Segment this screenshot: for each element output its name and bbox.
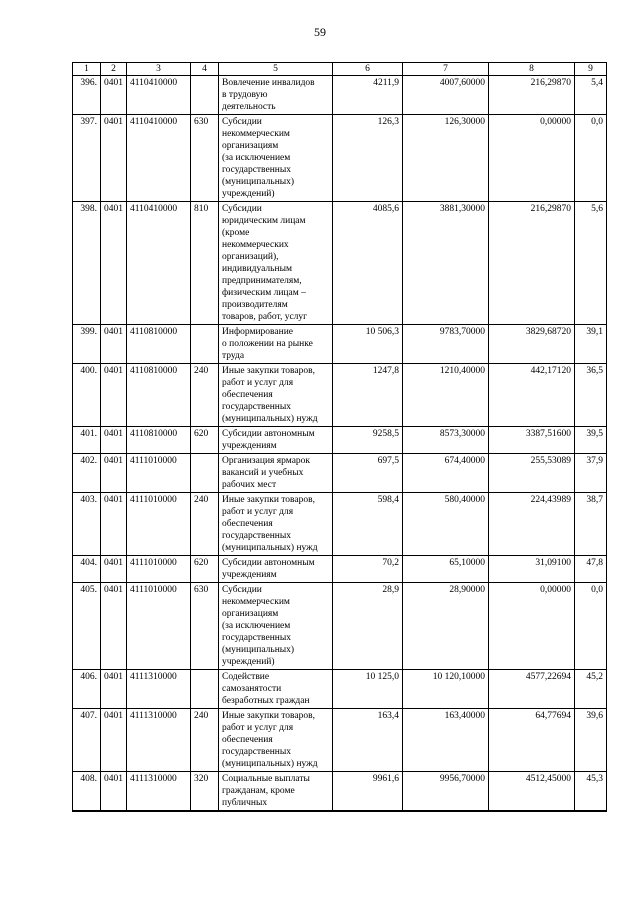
actual-value-cell: 216,29870 <box>489 202 575 325</box>
col-header: 1 <box>73 63 101 76</box>
table-row <box>73 454 607 493</box>
percent-cell: 0,0 <box>575 583 607 670</box>
table-row <box>73 583 607 670</box>
row-number-cell: 401. <box>73 427 101 454</box>
row-number-cell: 400. <box>73 364 101 427</box>
actual-value-cell: 3387,51600 <box>489 427 575 454</box>
section-code-cell: 0401 <box>101 364 127 427</box>
table-row <box>73 364 607 427</box>
name-cell: Субсидии некоммерческим организациям (за исключением государственных (муниципальных) учреждений) <box>219 115 333 202</box>
target-article-cell: 4110410000 <box>127 202 191 325</box>
target-article-cell: 4110810000 <box>127 427 191 454</box>
col-header: 6 <box>333 63 403 76</box>
col-header: 5 <box>219 63 333 76</box>
plan-value-cell: 10 506,3 <box>333 325 403 364</box>
plan-value-cell: 9258,5 <box>333 427 403 454</box>
spec-value-cell: 163,40000 <box>403 709 489 772</box>
table-row <box>73 325 607 364</box>
row-number-cell: 408. <box>73 772 101 812</box>
actual-value-cell: 255,53089 <box>489 454 575 493</box>
table-row <box>73 115 607 202</box>
target-article-cell: 4110410000 <box>127 115 191 202</box>
row-number-cell: 403. <box>73 493 101 556</box>
section-code-cell: 0401 <box>101 76 127 115</box>
plan-value-cell: 163,4 <box>333 709 403 772</box>
name-cell: Иные закупки товаров, работ и услуг для обеспечения государственных (муниципальных) нужд <box>219 493 333 556</box>
section-code-cell: 0401 <box>101 115 127 202</box>
row-number-cell: 405. <box>73 583 101 670</box>
target-article-cell: 4110810000 <box>127 325 191 364</box>
section-code-cell: 0401 <box>101 556 127 583</box>
table-row <box>73 772 607 812</box>
plan-value-cell: 10 125,0 <box>333 670 403 709</box>
section-code-cell: 0401 <box>101 670 127 709</box>
target-article-cell: 4111010000 <box>127 583 191 670</box>
spec-value-cell: 28,90000 <box>403 583 489 670</box>
spec-value-cell: 674,40000 <box>403 454 489 493</box>
plan-value-cell: 4085,6 <box>333 202 403 325</box>
percent-cell: 0,0 <box>575 115 607 202</box>
name-cell: Субсидии автономным учреждениям <box>219 556 333 583</box>
section-code-cell: 0401 <box>101 709 127 772</box>
percent-cell: 5,6 <box>575 202 607 325</box>
col-header: 7 <box>403 63 489 76</box>
table-row <box>73 493 607 556</box>
plan-value-cell: 126,3 <box>333 115 403 202</box>
expense-type-cell: 240 <box>191 709 219 772</box>
target-article-cell: 4111010000 <box>127 454 191 493</box>
plan-value-cell: 4211,9 <box>333 76 403 115</box>
name-cell: Информирование о положении на рынке труда <box>219 325 333 364</box>
table-row <box>73 670 607 709</box>
percent-cell: 45,3 <box>575 772 607 812</box>
page-number: 59 <box>314 25 326 39</box>
table-body <box>73 76 607 812</box>
spec-value-cell: 580,40000 <box>403 493 489 556</box>
table-row <box>73 709 607 772</box>
actual-value-cell: 224,43989 <box>489 493 575 556</box>
percent-cell: 5,4 <box>575 76 607 115</box>
spec-value-cell: 1210,40000 <box>403 364 489 427</box>
name-cell: Субсидии автономным учреждениям <box>219 427 333 454</box>
section-code-cell: 0401 <box>101 427 127 454</box>
actual-value-cell: 4577,22694 <box>489 670 575 709</box>
spec-value-cell: 9956,70000 <box>403 772 489 812</box>
section-code-cell: 0401 <box>101 202 127 325</box>
col-header: 9 <box>575 63 607 76</box>
expense-type-cell <box>191 325 219 364</box>
percent-cell: 39,5 <box>575 427 607 454</box>
target-article-cell: 4111310000 <box>127 670 191 709</box>
col-header: 8 <box>489 63 575 76</box>
section-code-cell: 0401 <box>101 493 127 556</box>
row-number-cell: 402. <box>73 454 101 493</box>
row-number-cell: 404. <box>73 556 101 583</box>
section-code-cell: 0401 <box>101 454 127 493</box>
row-number-cell: 406. <box>73 670 101 709</box>
expense-type-cell: 240 <box>191 493 219 556</box>
col-header: 4 <box>191 63 219 76</box>
plan-value-cell: 697,5 <box>333 454 403 493</box>
actual-value-cell: 0,00000 <box>489 583 575 670</box>
section-code-cell: 0401 <box>101 583 127 670</box>
plan-value-cell: 70,2 <box>333 556 403 583</box>
actual-value-cell: 0,00000 <box>489 115 575 202</box>
actual-value-cell: 442,17120 <box>489 364 575 427</box>
plan-value-cell: 9961,6 <box>333 772 403 812</box>
table-header-row <box>73 63 607 76</box>
expense-type-cell: 240 <box>191 364 219 427</box>
name-cell: Субсидии юридическим лицам (кроме некоммерческих организаций), индивидуальным предпринимателям, физическим лицам – производителям товаров, работ, услуг <box>219 202 333 325</box>
spec-value-cell: 8573,30000 <box>403 427 489 454</box>
target-article-cell: 4110810000 <box>127 364 191 427</box>
target-article-cell: 4111310000 <box>127 772 191 812</box>
expense-type-cell <box>191 454 219 493</box>
name-cell: Вовлечение инвалидов в трудовую деятельность <box>219 76 333 115</box>
col-header: 2 <box>101 63 127 76</box>
expense-type-cell: 620 <box>191 427 219 454</box>
name-cell: Иные закупки товаров, работ и услуг для обеспечения государственных (муниципальных) нужд <box>219 364 333 427</box>
row-number-cell: 399. <box>73 325 101 364</box>
section-code-cell: 0401 <box>101 772 127 812</box>
row-number-cell: 397. <box>73 115 101 202</box>
spec-value-cell: 3881,30000 <box>403 202 489 325</box>
plan-value-cell: 598,4 <box>333 493 403 556</box>
budget-table <box>72 62 607 812</box>
target-article-cell: 4111310000 <box>127 709 191 772</box>
table-row <box>73 76 607 115</box>
percent-cell: 39,6 <box>575 709 607 772</box>
expense-type-cell: 810 <box>191 202 219 325</box>
target-article-cell: 4111010000 <box>127 493 191 556</box>
name-cell: Содействие самозанятости безработных граждан <box>219 670 333 709</box>
target-article-cell: 4110410000 <box>127 76 191 115</box>
actual-value-cell: 64,77694 <box>489 709 575 772</box>
spec-value-cell: 126,30000 <box>403 115 489 202</box>
name-cell: Организация ярмарок вакансий и учебных рабочих мест <box>219 454 333 493</box>
table-row <box>73 556 607 583</box>
table-row <box>73 427 607 454</box>
plan-value-cell: 28,9 <box>333 583 403 670</box>
spec-value-cell: 65,10000 <box>403 556 489 583</box>
name-cell: Субсидии некоммерческим организациям (за исключением государственных (муниципальных) учреждений) <box>219 583 333 670</box>
expense-type-cell <box>191 76 219 115</box>
percent-cell: 38,7 <box>575 493 607 556</box>
percent-cell: 36,5 <box>575 364 607 427</box>
percent-cell: 47,8 <box>575 556 607 583</box>
row-number-cell: 407. <box>73 709 101 772</box>
row-number-cell: 398. <box>73 202 101 325</box>
name-cell: Иные закупки товаров, работ и услуг для обеспечения государственных (муниципальных) нужд <box>219 709 333 772</box>
spec-value-cell: 4007,60000 <box>403 76 489 115</box>
target-article-cell: 4111010000 <box>127 556 191 583</box>
actual-value-cell: 31,09100 <box>489 556 575 583</box>
actual-value-cell: 216,29870 <box>489 76 575 115</box>
actual-value-cell: 3829,68720 <box>489 325 575 364</box>
percent-cell: 45,2 <box>575 670 607 709</box>
expense-type-cell: 630 <box>191 115 219 202</box>
expense-type-cell: 630 <box>191 583 219 670</box>
expense-type-cell <box>191 670 219 709</box>
expense-type-cell: 620 <box>191 556 219 583</box>
name-cell: Социальные выплаты гражданам, кроме публичных <box>219 772 333 812</box>
percent-cell: 39,1 <box>575 325 607 364</box>
section-code-cell: 0401 <box>101 325 127 364</box>
spec-value-cell: 9783,70000 <box>403 325 489 364</box>
row-number-cell: 396. <box>73 76 101 115</box>
plan-value-cell: 1247,8 <box>333 364 403 427</box>
actual-value-cell: 4512,45000 <box>489 772 575 812</box>
col-header: 3 <box>127 63 191 76</box>
expense-type-cell: 320 <box>191 772 219 812</box>
table-row <box>73 202 607 325</box>
percent-cell: 37,9 <box>575 454 607 493</box>
spec-value-cell: 10 120,10000 <box>403 670 489 709</box>
